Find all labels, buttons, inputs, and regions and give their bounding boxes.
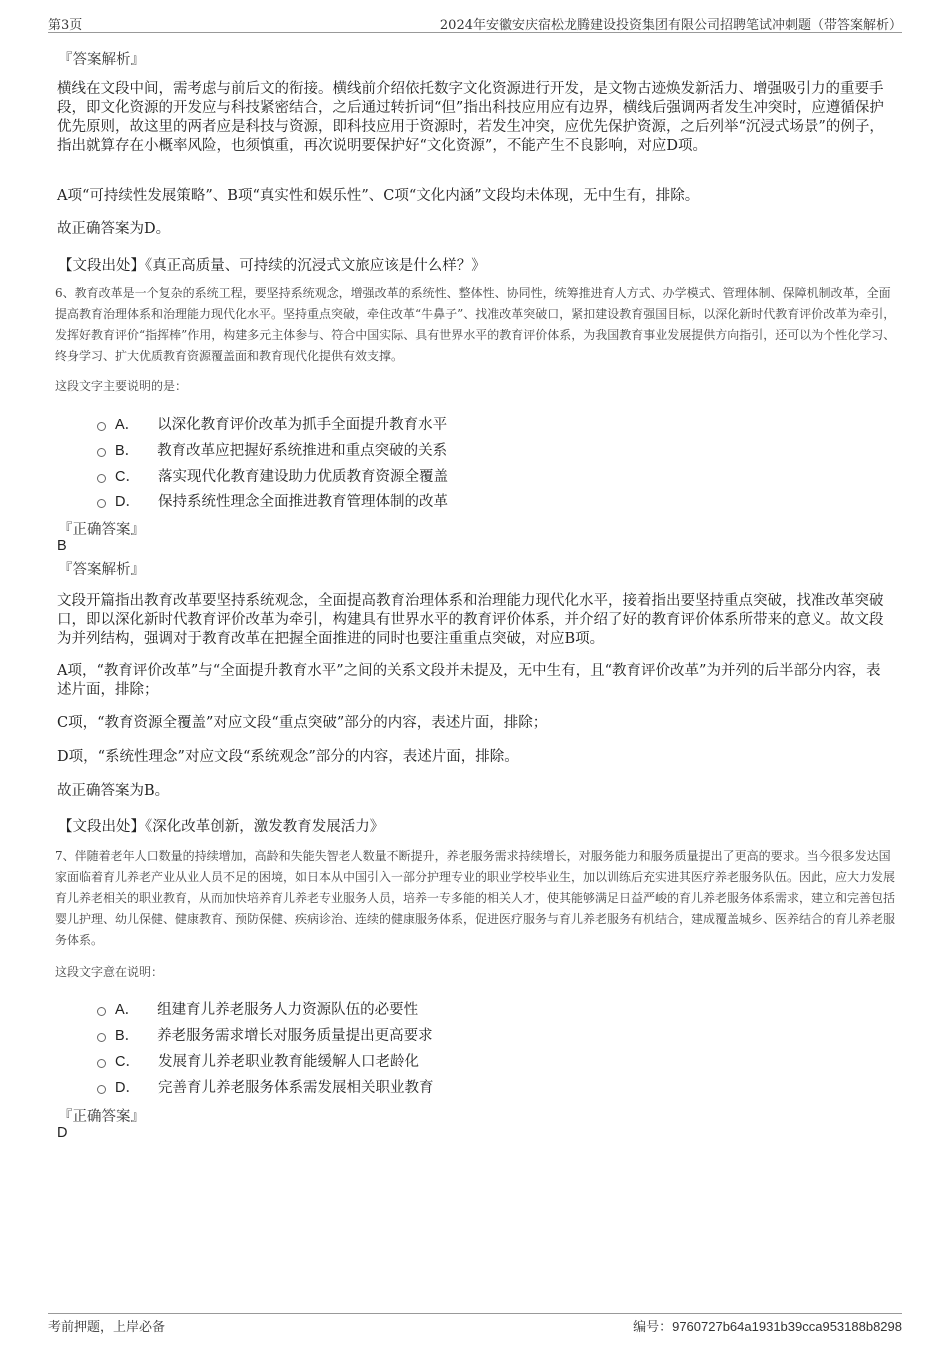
q6-answer-heading: 『正确答案』 [58,522,145,538]
option-text: 以深化教育评价改革为抓手全面提升教育水平 [157,416,448,433]
q5-source: 【文段出处】《真正高质量、可持续的沉浸式文旅应该是什么样？》 [58,258,486,274]
q7-answer-heading: 『正确答案』 [58,1109,145,1125]
option-label: C． [115,1053,140,1070]
option-text: 落实现代化教育建设助力优质教育资源全覆盖 [157,468,448,485]
option-text: 组建育儿养老服务人力资源队伍的必要性 [157,1001,419,1018]
q7-option-c[interactable] [97,1050,419,1070]
footer-slogan: 考前押题，上岸必备 [48,1320,166,1335]
q6-analysis-paragraph: 文段开篇指出教育改革要坚持系统观念，全面提高教育治理体系和治理能力现代化水平，接着指出要坚持重点突破，找准改革突破口，即以深化新时代教育评价改革为牵引，构建具有世界水平的教育评价体系，并介绍了好的教育评价体系所带来的意义。故文段为并列结构，强调对于教育改革在把握全面推进的同时也要注重重点突破，对应B项。 [57,593,884,647]
document-title: 2024年安徽安庆宿松龙腾建设投资集团有限公司招聘笔试冲刺题（带答案解析） [439,18,902,33]
option-label: C． [115,468,140,485]
option-label: A． [115,1001,140,1018]
q7-answer: D [57,1125,68,1141]
page-footer [48,1313,902,1334]
option-text: 发展育儿养老职业教育能缓解人口老龄化 [157,1053,419,1070]
q6-option-b[interactable] [97,439,447,459]
q6-prompt: 这段文字主要说明的是： [55,379,188,393]
option-label: A． [115,416,140,433]
option-label: B． [115,1027,140,1044]
page-header [48,12,902,33]
q6-option-d[interactable] [97,490,448,510]
q5-analysis-paragraph: 横线在文段中间，需考虑与前后文的衔接。横线前介绍依托数字文化资源进行开发，是文物古迹焕发新活力、增强吸引力的重要手段，即文化资源的开发应与科技紧密结合，之后通过转折词“但”指出科技应用应有边界，横线后强调两者发生冲突时，应遵循保护优先原则，故这里的两者应是科技与资源，即科技应用于资源时，若发生冲突，应优先保护资源，之后列举“沉浸式场景”的例子，指出就算存在小概率风险，也须慎重，再次说明要保护好“文化资源”，不能产生不良影响，对应D项。 [57,81,884,154]
radio-icon[interactable] [97,1007,106,1016]
footer-code [633,1316,902,1335]
footer-code-label: 编号： [633,1320,673,1335]
q6-analysis-paragraph: D项，“系统性理念”对应文段“系统观念”部分的内容，表述片面，排除。 [57,749,519,765]
radio-icon[interactable] [97,1059,106,1068]
option-text: 保持系统性理念全面推进教育管理体制的改革 [157,493,448,510]
q6-question-text: 6、教育改革是一个复杂的系统工程，要坚持系统观念，增强改革的系统性、整体性、协同性，统筹推进育人方式、办学模式、管理体制、保障机制改革，全面提高教育治理体系和治理能力现代化水平。坚持重点突破，牵住改革“牛鼻子”、找准改革突破口，紧扣建设教育强国目标，以深化新时代教育评价改革为牵引，发挥好教育评价“指挥棒”作用，构建多元主体参与、符合中国实际、具有世界水平的教育评价体系，为我国教育事业发展提供方向指引，还可以为个性化学习、终身学习、扩大优质教育资源覆盖面和教育现代化提供有效支撑。 [55,286,896,363]
q7-question-text: 7、伴随着老年人口数量的持续增加，高龄和失能失智老人数量不断提升，养老服务需求持续增长，对服务能力和服务质量提出了更高的要求。当今很多发达国家面临着育儿养老产业从业人员不足的困境，如日本从中国引入一部分护理专业的职业学校毕业生，加以训练后充实进其医疗养老服务队伍。因此，应大力发展育儿养老相关的职业教育，从而加快培养育儿养老专业服务人员，培养一专多能的相关人才，使其能够满足日益严峻的育儿养老服务体系需求，建立和完善包括婴儿护理、幼儿保健、健康教育、预防保健、疾病诊治、连续的健康服务体系，促进医疗服务与育儿养老服务有机结合，建成覆盖城乡、医养结合的育儿养老服务体系。 [55,849,896,947]
option-text: 完善育儿养老服务体系需发展相关职业教育 [157,1079,434,1096]
radio-icon[interactable] [97,1085,106,1094]
radio-icon[interactable] [97,1033,106,1042]
option-label: B． [115,442,140,459]
radio-icon[interactable] [97,448,106,457]
option-text: 养老服务需求增长对服务质量提出更高要求 [157,1027,433,1044]
q7-option-d[interactable] [97,1076,433,1096]
q5-analysis-paragraph: 故正确答案为D。 [57,221,171,237]
q6-analysis-paragraph: A项，“教育评价改革”与“全面提升教育水平”之间的关系文段并未提及，无中生有，且“教育评价改革”为并列的后半部分内容，表述片面，排除； [57,663,881,698]
footer-code-value: 9760727b64a1931b39cca953188b8298 [672,1319,902,1334]
option-label: D． [115,493,140,510]
radio-icon[interactable] [97,499,106,508]
q5-analysis-heading: 『答案解析』 [58,52,145,68]
q6-analysis-paragraph: C项，“教育资源全覆盖”对应文段“重点突破”部分的内容，表述片面，排除； [57,715,548,731]
option-text: 教育改革应把握好系统推进和重点突破的关系 [157,442,448,459]
q7-option-b[interactable] [97,1024,433,1044]
q7-prompt: 这段文字意在说明： [55,965,164,979]
q6-option-c[interactable] [97,465,448,485]
page-number: 第3页 [48,18,83,33]
q6-analysis-paragraph: 故正确答案为B。 [57,783,170,799]
q6-source: 【文段出处】《深化改革创新，激发教育发展活力》 [58,819,385,835]
q6-option-a[interactable] [97,413,447,433]
q6-analysis-heading: 『答案解析』 [58,562,145,578]
radio-icon[interactable] [97,474,106,483]
option-label: D． [115,1079,140,1096]
q5-analysis-paragraph: A项“可持续性发展策略”、B项“真实性和娱乐性”、C项“文化内涵”文段均未体现，无中生有，排除。 [57,188,700,204]
q7-option-a[interactable] [97,998,418,1018]
q6-answer: B [57,538,67,554]
radio-icon[interactable] [97,422,106,431]
